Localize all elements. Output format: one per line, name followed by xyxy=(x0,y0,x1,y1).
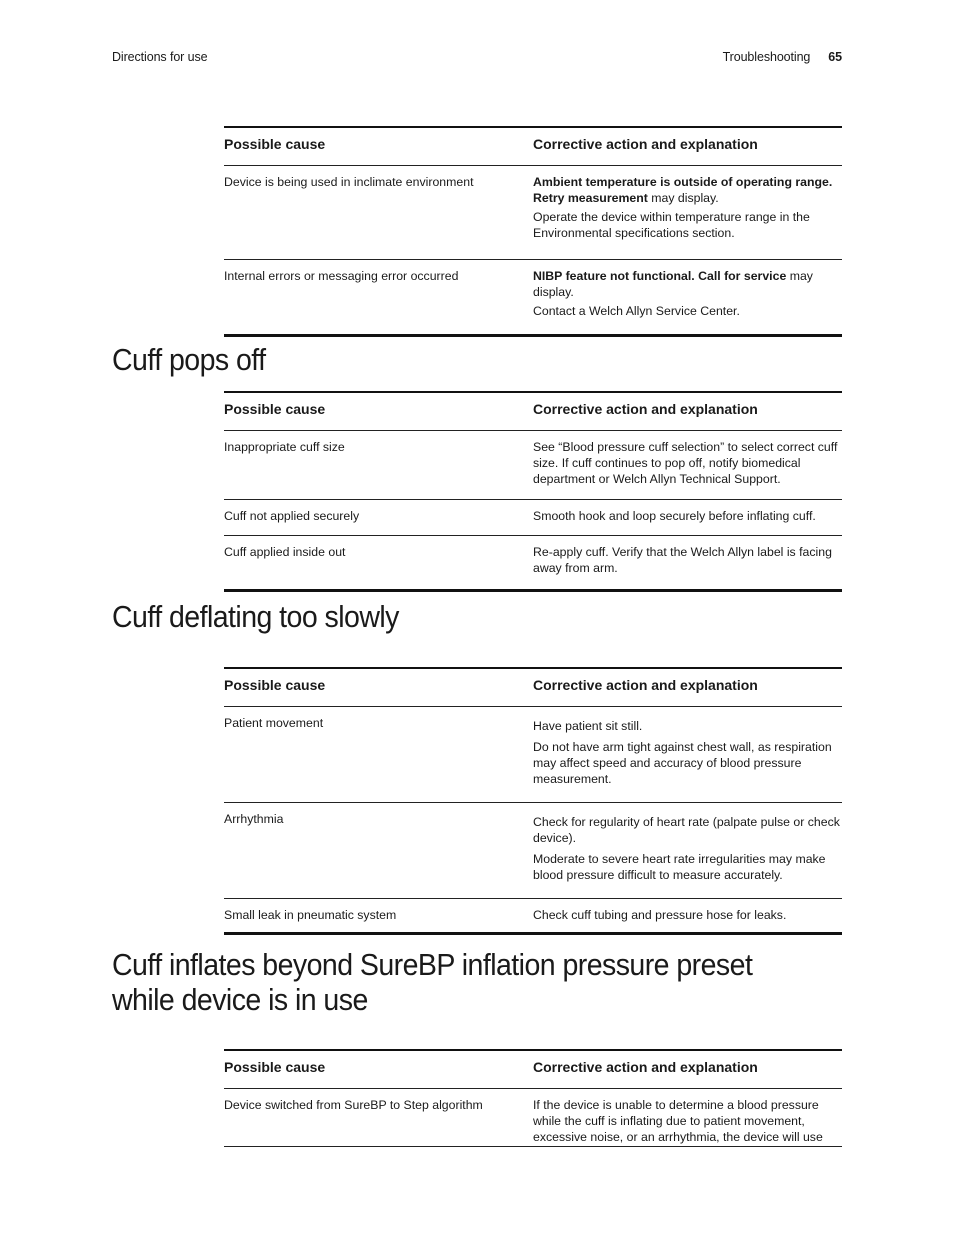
column-header-cause: Possible cause xyxy=(224,1059,326,1075)
cause-cell: Inappropriate cuff size xyxy=(224,440,345,454)
cause-cell: Small leak in pneumatic system xyxy=(224,908,397,922)
table-end-rule xyxy=(224,334,842,337)
column-header-cause: Possible cause xyxy=(224,401,326,417)
table-row xyxy=(224,535,842,589)
running-header-right xyxy=(723,50,842,64)
action-cell: Re-apply cuff. Verify that the Welch Allyn label is facing away from arm. xyxy=(533,545,832,575)
page-number: 65 xyxy=(828,50,842,64)
table-end-rule xyxy=(224,932,842,935)
action-text: Do not have arm tight against chest wall, as respiration may affect speed and accuracy of blood pressure measurement. xyxy=(533,740,832,786)
cause-cell: Device is being used in inclimate environment xyxy=(224,175,474,189)
table-header-row xyxy=(224,126,842,165)
table-row xyxy=(224,430,842,499)
table-header-row xyxy=(224,1049,842,1088)
section-title-cuff-inflates xyxy=(112,947,793,1017)
cause-cell: Cuff applied inside out xyxy=(224,545,346,559)
action-cell xyxy=(533,811,842,886)
action-text: may display. xyxy=(647,191,719,205)
section-title-cuff-pops-off: Cuff pops off xyxy=(112,342,266,377)
action-cell: Check cuff tubing and pressure hose for leaks. xyxy=(533,908,787,922)
section-title-line: while device is in use xyxy=(112,982,368,1017)
action-cell xyxy=(533,174,842,244)
column-header-action: Corrective action and explanation xyxy=(533,401,758,417)
troubleshooting-table-1 xyxy=(224,126,842,337)
action-alert-text: NIBP feature not functional. Call for service xyxy=(533,269,787,283)
table-row xyxy=(224,706,842,802)
troubleshooting-table-cuff-deflating xyxy=(224,667,842,935)
troubleshooting-table-cuff-pops-off xyxy=(224,391,842,592)
table-row xyxy=(224,165,842,259)
column-header-cause: Possible cause xyxy=(224,677,326,693)
table-row xyxy=(224,259,842,334)
cause-cell: Device switched from SureBP to Step algorithm xyxy=(224,1098,483,1112)
table-header-row xyxy=(224,391,842,430)
action-text: Have patient sit still. xyxy=(533,719,643,733)
action-cell: See “Blood pressure cuff selection” to select correct cuff size. If cuff continues to pop off, notify biomedical department or Welch Allyn Technical Support. xyxy=(533,440,838,486)
cause-cell: Internal errors or messaging error occurred xyxy=(224,269,459,283)
cause-cell: Patient movement xyxy=(224,716,324,730)
cause-cell: Arrhythmia xyxy=(224,812,284,826)
table-row xyxy=(224,1088,842,1146)
action-text: Contact a Welch Allyn Service Center. xyxy=(533,304,740,318)
running-header-section: Troubleshooting xyxy=(722,50,811,64)
action-text: may display. xyxy=(533,269,813,299)
table-end-rule xyxy=(224,589,842,592)
section-title-line: Cuff inflates beyond SureBP inflation pressure preset xyxy=(112,947,753,982)
section-title-cuff-deflating: Cuff deflating too slowly xyxy=(112,599,399,634)
column-header-action: Corrective action and explanation xyxy=(533,677,758,693)
action-text: Operate the device within temperature range in the Environmental specifications section. xyxy=(533,210,810,240)
column-header-action: Corrective action and explanation xyxy=(533,1059,758,1075)
action-alert-text: Ambient temperature is outside of operating range. Retry measurement xyxy=(533,175,833,205)
action-cell xyxy=(533,268,842,322)
table-end-rule xyxy=(224,1146,842,1147)
column-header-action: Corrective action and explanation xyxy=(533,136,758,152)
action-text: Check for regularity of heart rate (palpate pulse or check device). xyxy=(533,815,840,845)
action-cell: Smooth hook and loop securely before inflating cuff. xyxy=(533,509,816,523)
running-header-left: Directions for use xyxy=(112,50,208,64)
troubleshooting-table-cuff-inflates xyxy=(224,1049,842,1147)
action-cell: If the device is unable to determine a blood pressure while the cuff is inflating due to patient movement, excessive noise, or an arrhythmia, the device will use xyxy=(533,1098,823,1144)
action-cell xyxy=(533,715,842,790)
column-header-cause: Possible cause xyxy=(224,136,326,152)
table-row xyxy=(224,898,842,932)
table-row xyxy=(224,802,842,898)
action-text: Moderate to severe heart rate irregularities may make blood pressure difficult to measure accurately. xyxy=(533,852,826,882)
cause-cell: Cuff not applied securely xyxy=(224,509,360,523)
table-header-row xyxy=(224,667,842,706)
table-row xyxy=(224,499,842,535)
